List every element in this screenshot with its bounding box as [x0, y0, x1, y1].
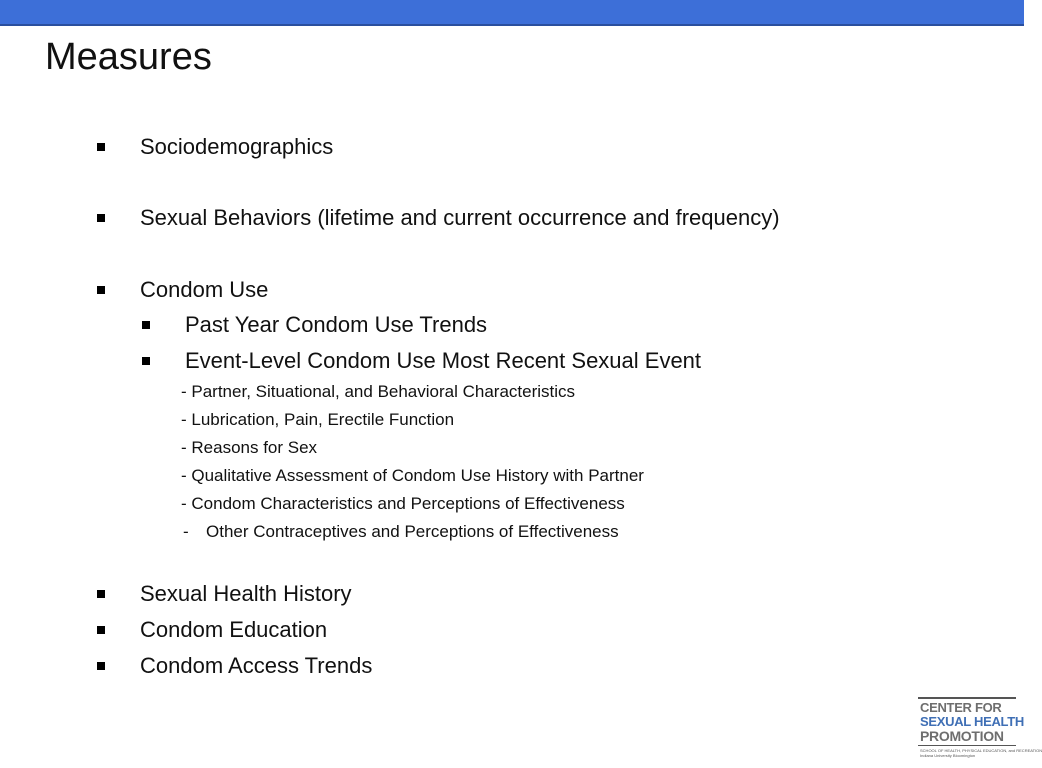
square-bullet-icon — [142, 357, 150, 365]
detail-item-label: Other Contraceptives and Perceptions of Effectiveness — [206, 522, 619, 541]
list-item-label: Sexual Health History — [140, 581, 352, 606]
list-item-label: Sociodemographics — [140, 134, 334, 159]
slide-title: Measures — [45, 36, 212, 78]
square-bullet-icon — [97, 214, 105, 222]
logo-school-line: SCHOOL OF HEALTH, PHYSICAL EDUCATION, and RECREATION — [920, 748, 1042, 753]
logo-top-rule — [918, 697, 1016, 699]
list-item-label: Sexual Behaviors (lifetime and current occurrence and frequency) — [140, 205, 780, 230]
detail-item: - Reasons for Sex — [181, 438, 318, 457]
top-accent-bar — [0, 0, 1024, 26]
detail-item: - Condom Characteristics and Perceptions of Effectiveness — [181, 494, 625, 513]
square-bullet-icon — [97, 590, 105, 598]
detail-item-other-contraceptives — [0, 521, 1024, 543]
list-item-sociodemographics — [0, 134, 1024, 160]
sub-item-past-year-trends — [0, 312, 1024, 338]
square-bullet-icon — [142, 321, 150, 329]
list-item-label: Condom Use — [140, 277, 269, 302]
list-item-label: Condom Access Trends — [140, 653, 373, 678]
sub-item-label: Past Year Condom Use Trends — [185, 312, 488, 337]
sub-item-label: Event-Level Condom Use Most Recent Sexual Event — [185, 348, 702, 373]
square-bullet-icon — [97, 143, 105, 151]
square-bullet-icon — [97, 662, 105, 670]
square-bullet-icon — [97, 286, 105, 294]
list-item-sexual-behaviors — [0, 205, 1024, 231]
dash-marker: - — [183, 522, 189, 541]
logo-university-line: Indiana University Bloomington — [920, 753, 976, 758]
logo-line-3: PROMOTION — [920, 728, 1004, 744]
detail-item: - Partner, Situational, and Behavioral Characteristics — [181, 382, 576, 401]
detail-item: - Lubrication, Pain, Erectile Function — [181, 410, 455, 429]
detail-item: - Qualitative Assessment of Condom Use History with Partner — [181, 466, 644, 485]
list-item-sexual-health-history — [0, 581, 1024, 607]
logo-line-1: CENTER FOR — [920, 700, 1002, 715]
center-logo — [918, 697, 1042, 759]
list-item-condom-use — [0, 277, 1024, 303]
list-item-condom-education — [0, 617, 1024, 643]
sub-item-event-level — [0, 348, 1024, 374]
list-item-label: Condom Education — [140, 617, 328, 642]
logo-line-2: SEXUAL HEALTH — [920, 714, 1024, 729]
square-bullet-icon — [97, 626, 105, 634]
list-item-condom-access-trends — [0, 653, 1024, 679]
logo-bottom-rule — [918, 745, 1016, 746]
